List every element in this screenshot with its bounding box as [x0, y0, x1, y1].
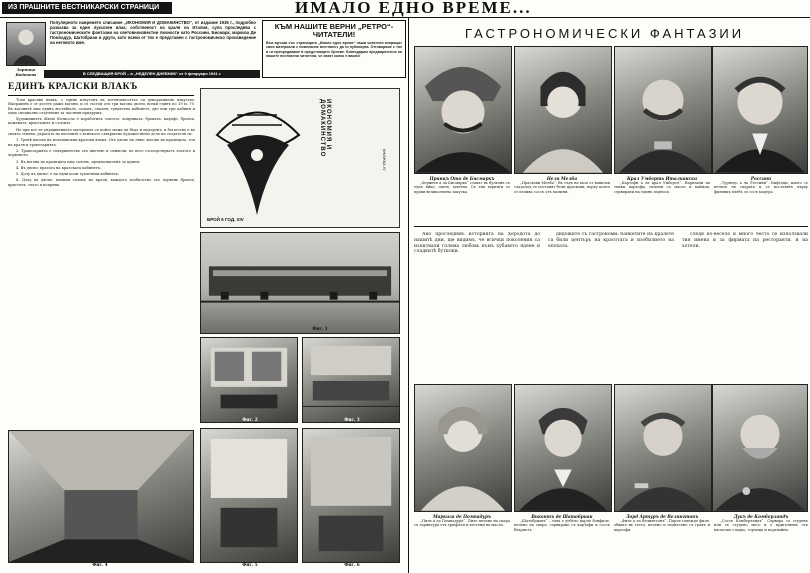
- interior-photo: [302, 428, 400, 563]
- article-paragraph: 3. Въ вагона на кралицата има салонъ, предназначенъ за прием.: [16, 159, 141, 164]
- caption-text: „Праскови Мелба“. Въ съдъ на ваза от ванилов сладолед се поставят бели праскови, върху които се излива соссъ отъ малини.: [514, 181, 610, 194]
- next-issue-bar: В СЛЕДВАЩИЯ БРОЙ – в „НЕДЕЛЕН ДНЕВНИК“ от 9 февруари 1941 г.: [44, 70, 260, 78]
- author-photo: [6, 22, 46, 66]
- train-photo: [200, 232, 400, 334]
- interior-photo: [302, 337, 400, 423]
- article-paragraph: 4. Въ дясно: вратата на кралската кабинетъ.: [16, 165, 102, 170]
- gastro-text-col: Ако проследимъ историята на Херодота до нашитѣ дни, ще видимъ, че всички поколения са изпитвали голяма любовь къмъ хубавото ядене и сладкитѣ бутилки.: [414, 232, 540, 255]
- article-body: [8, 98, 195, 426]
- middle-rule: [414, 226, 808, 227]
- caption-bismarck: [414, 176, 510, 194]
- article-paragraph: Този красивъ влакъ, с единъ изкусенъ въ изтънченостьта си декоративенъ изкуство. Направенъ е от десетъ ражъ вагони, и съ състои отъ три вагона дълги, всеки единъ по 19 м. 70. Въ вагонитѣ има единъ вестибюлъ, салонъ, спалня, тувалетна кабинетъ, две или три кабини и една специално отделение за частния придружъ.: [8, 98, 195, 115]
- caption-pompadour: [414, 514, 510, 528]
- gastro-title: ГАСТРОНОМИЧЕСКИ ФАНТАЗИИ: [465, 26, 745, 41]
- caption-text: „Соссъ Комберландъ“. Сервира се студенъ или съ студено месо и е приготвенъ отъ касисово сладко, горчица и портвайнъ.: [714, 519, 808, 532]
- portrait-melba: [514, 46, 612, 174]
- caption-name: Виконтъ де Шатобриан: [531, 514, 593, 519]
- magazine-cover: [200, 88, 400, 228]
- cover-ornament: [207, 95, 307, 219]
- caption-name: Принцъ Ото де Бисмаркъ: [429, 176, 495, 181]
- page-divider: [408, 18, 409, 573]
- portrait-wellington: [614, 384, 712, 512]
- fig-caption: Фиг. 5: [242, 562, 258, 567]
- author-name: Зорница Воденова: [15, 67, 37, 77]
- article-paragraph: Но при все че упражнението материалъ съ който може да бъде и модеренъ, и богатство е въ своята стилна, украсата на вагонитѣ е всичкото съвършено художествено дело на създателя си.: [8, 127, 195, 137]
- portrait-chateaubriand: [514, 384, 612, 512]
- caption-name: Нели Мелба: [546, 176, 578, 181]
- section-tag: ИЗ ПРАШНИТЕ ВЕСТНИКАРСКИ СТРАНИЦИ: [2, 2, 172, 14]
- gastro-text-col: дидожите съ гастрономи: банкетите на кралете са били центъръ на красотата и изобилието на епохата.: [548, 232, 674, 249]
- page-title: ИМАЛО ЕДНО ВРЕМЕ...: [295, 0, 532, 17]
- caption-umberto: [614, 176, 710, 194]
- interior-photo: [200, 337, 298, 423]
- gastro-text-col: следя по-весело и много често се използвали тия имена и за фирмата на ресторанти, и на хотели.: [682, 232, 808, 249]
- article-paragraph: 2. Трапезарията е съвършенство отъ цветове и символи, въ него господствуватъ златото и червеното.: [8, 148, 195, 158]
- portrait-bismarck: [414, 46, 512, 174]
- gastro-top-captions: [414, 176, 808, 220]
- caption-name: Дукъ де Комберландъ: [733, 514, 789, 519]
- cover-issue: БРОЙ 5 ГОД. XIV: [207, 217, 244, 222]
- article-paragraph: Художникътъ Жюль Кезисоза е изработилъ златото, коприната, броката, кадифе, бронза, кожената, кристалите и сълзите.: [8, 117, 195, 126]
- portrait-rossini: [712, 46, 808, 174]
- intro-text: Популярното навремето списание „ИКОНОМИЯ И ДОМАКИНСТВО“, от издание 1935 г., подробно разказва за един луксозен влак, собственост на краля на Италия, супа проследява с гастрономическите фантазии на световноизвестни личности като Россини, Бисмарк, маркиза Де Помпадур, Шатобриан и други, като всеки от тях е представен с гастрономическо произведение на неговото име.: [50, 20, 256, 45]
- portrait-umberto: [614, 46, 712, 174]
- readers-text: Във връзка със страницата „Имало едно време“ наши читатели изпращат свои материали с пожелание вестникът да ги публикува. Отговаряме с тях и ги препредаваме в предстоящите броеве. Благодарим предварително на нашите постоянни читатели, че знаят колко е важно!: [266, 41, 402, 58]
- caption-text: „Херинги а ла Бисмаркъ“ стават въ бульонъ съ едно яйце, оцетъ, млечна. Съ тия херинги се прави великолепна закуска.: [414, 181, 510, 194]
- article-title: ЕДИНЪ КРАЛСКИ ВЛАКЪ: [8, 82, 138, 92]
- caption-text: „Турнедо а ла Россини“. Бифтеци, които се печатъ на скарата и се поставятъ върху филиякъ хлебъ съ сосъ мадера.: [714, 181, 808, 194]
- cover-side: КНИЖКА IV: [382, 149, 387, 171]
- interior-photo: [200, 428, 298, 563]
- portrait-cumberland: [712, 384, 808, 512]
- interior-photo: [8, 430, 194, 563]
- article-rule: [8, 95, 194, 96]
- caption-cumberland: [714, 514, 808, 532]
- header-bar: [0, 0, 810, 18]
- readers-box: [262, 20, 406, 78]
- portrait-pompadour: [414, 384, 512, 512]
- fig-caption: Фиг. 1: [312, 326, 328, 331]
- gastro-bottom-captions: [414, 514, 808, 572]
- caption-text: „Пиле а ла Помпадуръ“. Пиле печено на скара съ гарнитура отъ трюфели и кестени въ масло.: [414, 519, 510, 528]
- fig-caption: Фиг. 6: [344, 562, 360, 567]
- caption-text: „Картофи а ла крал Умбертъ“. Нарязани на тънки картофи, печени съ масло и каймак, сервирани на единъ подносъ.: [614, 181, 710, 194]
- caption-name: Лорд Артуръ де Велингтонъ: [625, 514, 699, 519]
- caption-text: „Шатобриань“ – това е дебело парче бонфиле, печено на скара, сервирано съ картофи и соссъ беарнезъ.: [514, 519, 610, 532]
- article-paragraph: 6. Долу въ дясно: малкия салонъ на краля, каждото изобилство отъ червень бронзъ, кристалъ, злато и коприна.: [8, 178, 195, 187]
- caption-chateaubriand: [514, 514, 610, 532]
- cover-title: ИКОНОМИЯ И ДОМАКИНСТВО: [319, 99, 331, 158]
- fig-caption: Фиг. 3: [344, 417, 360, 422]
- fig-caption: Фиг. 2: [242, 417, 258, 422]
- caption-wellington: [614, 514, 710, 532]
- article-paragraph: 1. Тритѣ вагона въ италианския кралски влакъ. Отъ дясно на ляво: вагонъ на кралицата, тоя на краля и трапезарията.: [8, 138, 195, 147]
- caption-text: „Филе а ла Велингтонъ“. Парче говеждо филе, обвито въ тесто, печено и поднесено съ грахъ и картофи.: [614, 519, 710, 532]
- caption-name: Крал Умберть Италиански: [626, 176, 698, 181]
- caption-name: Россини: [750, 176, 772, 181]
- fig-caption: Фиг. 4: [92, 562, 108, 567]
- readers-title: КЪМ НАШИТЕ ВЕРНИ „РЕТРО“-ЧИТАТЕЛИ!: [274, 22, 394, 39]
- caption-rossini: [714, 176, 808, 194]
- caption-melba: [514, 176, 610, 194]
- article-paragraph: 5. Долу въ дясно: е на едни коли туалетния кабинетъ.: [16, 172, 120, 177]
- caption-name: Маркиза де Помпадуръ: [433, 514, 491, 519]
